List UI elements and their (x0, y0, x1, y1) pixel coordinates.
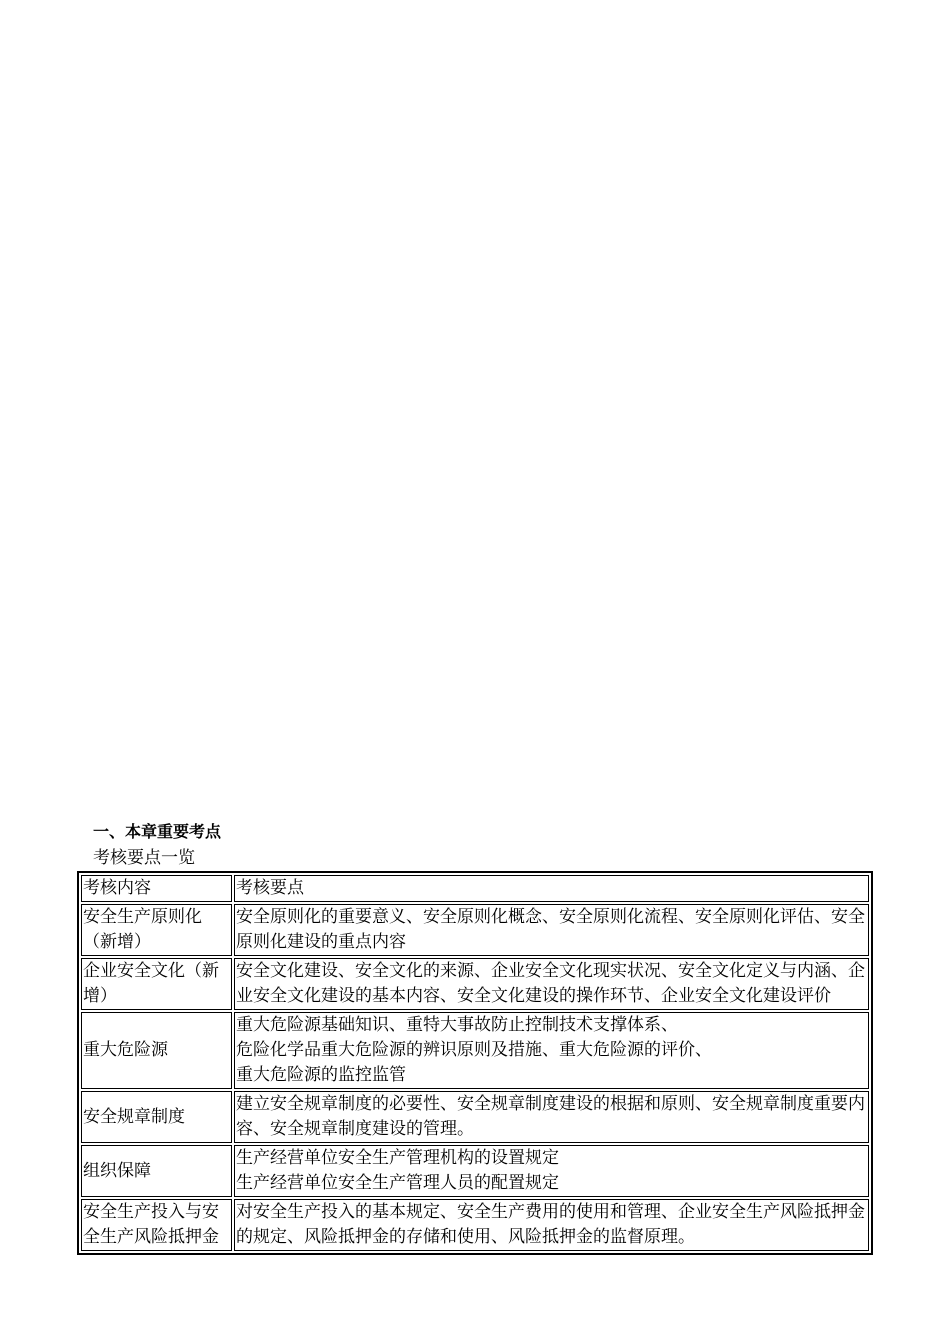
row-points-cell (234, 1012, 869, 1089)
point-line: 危险化学品重大危险源的辨识原则及措施、重大危险源的评价、 (236, 1040, 712, 1060)
row-points-cell (234, 1091, 869, 1143)
header-topic: 考核内容 (81, 875, 232, 902)
point-line: 生产经营单位安全生产管理人员的配置规定 (236, 1173, 559, 1193)
table-caption: 考核要点一览 (93, 848, 195, 868)
point-line: 安全文化建设、安全文化的来源、企业安全文化现实状况、安全文化定义与内涵、企业安全文化建设的基本内容、安全文化建设的操作环节、企业安全文化建设评价 (236, 961, 865, 1006)
table-row (81, 958, 869, 1010)
table-row (81, 904, 869, 956)
point-line: 重大危险源基础知识、重特大事故防止控制技术支撑体系、 (236, 1015, 678, 1035)
point-line: 重大危险源的监控监管 (236, 1065, 406, 1085)
row-topic-cell: 安全生产投入与安全生产风险抵押金 (81, 1199, 232, 1251)
row-topic-cell: 组织保障 (81, 1145, 232, 1197)
table-row (81, 1199, 869, 1251)
row-points-cell (234, 904, 869, 956)
row-points-cell (234, 958, 869, 1010)
row-points-cell (234, 1199, 869, 1251)
row-points-cell (234, 1145, 869, 1197)
point-line: 安全原则化的重要意义、安全原则化概念、安全原则化流程、安全原则化评估、安全原则化建设的重点内容 (236, 907, 865, 952)
table-header-row (81, 875, 869, 902)
row-topic-cell: 安全规章制度 (81, 1091, 232, 1143)
point-line: 生产经营单位安全生产管理机构的设置规定 (236, 1148, 559, 1168)
point-line: 对安全生产投入的基本规定、安全生产费用的使用和管理、企业安全生产风险抵押金的规定、风险抵押金的存储和使用、风险抵押金的监督原理。 (236, 1202, 865, 1247)
table-row (81, 1012, 869, 1089)
point-line: 建立安全规章制度的必要性、安全规章制度建设的根据和原则、安全规章制度重要内容、安全规章制度建设的管理。 (236, 1094, 865, 1139)
row-topic-cell: 安全生产原则化（新增） (81, 904, 232, 956)
table-row (81, 1145, 869, 1197)
table-row (81, 1091, 869, 1143)
exam-points-table (77, 871, 873, 1255)
row-topic-cell: 企业安全文化（新增） (81, 958, 232, 1010)
header-points: 考核要点 (234, 875, 869, 902)
row-topic-cell: 重大危险源 (81, 1012, 232, 1089)
section-heading: 一、本章重要考点 (93, 822, 222, 841)
exam-points-table-container (77, 871, 873, 1255)
